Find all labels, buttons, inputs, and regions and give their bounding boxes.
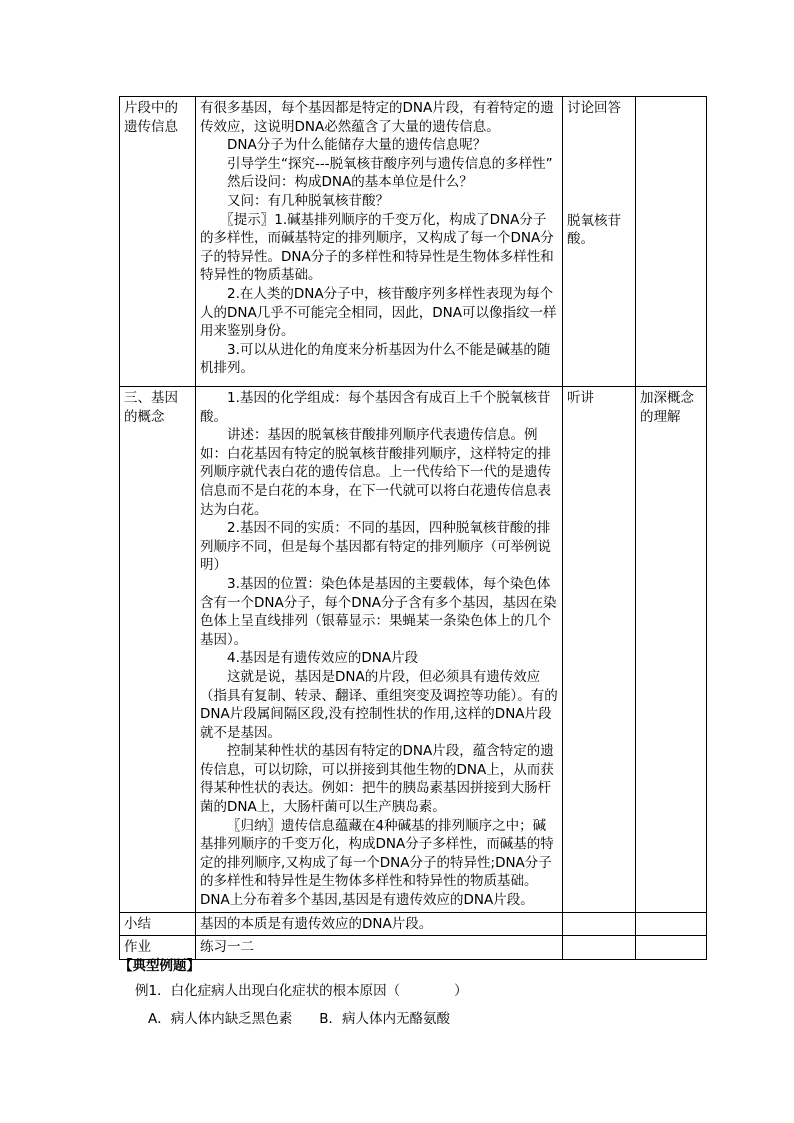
paragraph: 2.基因不同的实质：不同的基因，四种脱氧核苷酸的排列顺序不同，但是每个基因都有特定的排列顺序（可举例说明） [200, 520, 551, 574]
content-cell [196, 912, 563, 936]
paragraph: DNA分子为什么能储存大量的遗传信息呢？ [227, 137, 487, 154]
activity-text: 听讲 [567, 390, 594, 406]
paragraph: 3.可以从进化的角度来分析基因为什么不能是碱基的随机排列。 [200, 341, 551, 377]
paragraph: 然后设问：构成DNA的基本单位是什么？ [227, 174, 473, 191]
activity-cell [563, 912, 636, 936]
table-row [120, 97, 707, 387]
section-title: 作业 [124, 939, 151, 956]
paragraph: 4.基因是有遗传效应的DNA片段 [227, 650, 419, 667]
lesson-plan-table [119, 96, 707, 960]
paragraph: 有很多基因，每个基因都是特定的DNA片段，有着特定的遗传效应，这说明DNA必然蕴含了大量的遗传信息。 [200, 100, 554, 135]
examples-heading: 【典型例题】 [119, 958, 200, 974]
section-title: 小结 [124, 915, 151, 932]
table-row [120, 936, 707, 960]
section-cell [120, 97, 196, 387]
content-cell [196, 936, 563, 960]
summary-text: 基因的本质是有遗传效应的DNA片段。 [200, 915, 433, 932]
activity-cell [563, 387, 636, 913]
activity-cell [563, 97, 636, 387]
section-title: 三、基因的概念 [124, 390, 178, 425]
section-title: 片段中的遗传信息 [124, 100, 178, 135]
activity-cell [563, 936, 636, 960]
table-row [120, 387, 707, 913]
example-question: 例1．白化症病人出现白化症状的根本原因（ ） [135, 983, 468, 999]
intent-cell [636, 97, 707, 387]
section-cell [120, 387, 196, 913]
intent-cell [636, 387, 707, 913]
content-cell [196, 97, 563, 387]
intent-cell [636, 936, 707, 960]
activity-text: 讨论回答 [567, 100, 621, 116]
section-cell [120, 912, 196, 936]
activity-text: 脱氧核苷酸。 [567, 212, 621, 248]
paragraph: 1.基因的化学组成：每个基因含有成百上千个脱氧核苷酸。 [200, 390, 551, 425]
paragraph: 这就是说，基因是DNA的片段，但必须具有遗传效应（指具有复制、转录、翻译、重组突变及调控等功能）。有的DNA片段属间隔区段,没有控制性状的作用,这样的DNA片段就不是基因。 [200, 668, 558, 741]
table-row [120, 912, 707, 936]
paragraph: 讲述：基因的脱氧核苷酸排列顺序代表遗传信息。例如：白花基因有特定的脱氧核苷酸排列顺序，这样特定的排列顺序就代表白花的遗传信息。上一代传给下一代的是遗传信息而不是白花的本身，在下一代就可以将白花遗传信息表达为白花。 [200, 427, 551, 518]
intent-cell [636, 912, 707, 936]
paragraph: 引导学生“探究---脱氧核苷酸序列与遗传信息的多样性” [227, 155, 553, 172]
paragraph: 2.在人类的DNA分子中，核苷酸序列多样性表现为每个人的DNA几乎不可能完全相同，因此，DNA可以像指纹一样用来鉴别身份。 [200, 285, 557, 340]
section-cell [120, 936, 196, 960]
paragraph: 3.基因的位置：染色体是基因的主要载体，每个染色体含有一个DNA分子，每个DNA分子含有多个基因，基因在染色体上呈直线排列（银幕显示：果蝇某一条染色体上的几个基因）。 [200, 575, 557, 648]
paragraph: 〖归纳〗遗传信息蕴藏在4种碱基的排列顺序之中；碱基排列顺序的千变万化，构成DNA分子多样性，而碱基的特定的排列顺序,又构成了每一个DNA分子的特异性;DNA分子的多样性和特异性是生物体多样性和特异性的物质基础。DNA上分布着多个基因,基因是有遗传效应的DNA片段。 [200, 817, 554, 909]
homework-text: 练习一二 [200, 939, 254, 956]
paragraph: 控制某种性状的基因有特定的DNA片段，蕴含特定的遗传信息，可以切除，可以拼接到其他生物的DNA上，从而获得某种性状的表达。例如：把牛的胰岛素基因拼接到大肠杆菌的DNA上，大肠杆菌可以生产胰岛素。 [200, 743, 554, 816]
intent-text: 加深概念的理解 [640, 390, 694, 425]
example-options: A．病人体内缺乏黑色素 B．病人体内无酪氨酸 [148, 1011, 450, 1027]
content-cell [196, 387, 563, 913]
paragraph: 〖提示〗1.碱基排列顺序的千变万化，构成了DNA分子的多样性，而碱基特定的排列顺序，又构成了每一个DNA分子的特异性。DNA分子的多样性和特异性是生物体多样性和特异性的物质基础。 [200, 211, 554, 284]
paragraph: 又问：有几种脱氧核苷酸？ [227, 192, 389, 209]
